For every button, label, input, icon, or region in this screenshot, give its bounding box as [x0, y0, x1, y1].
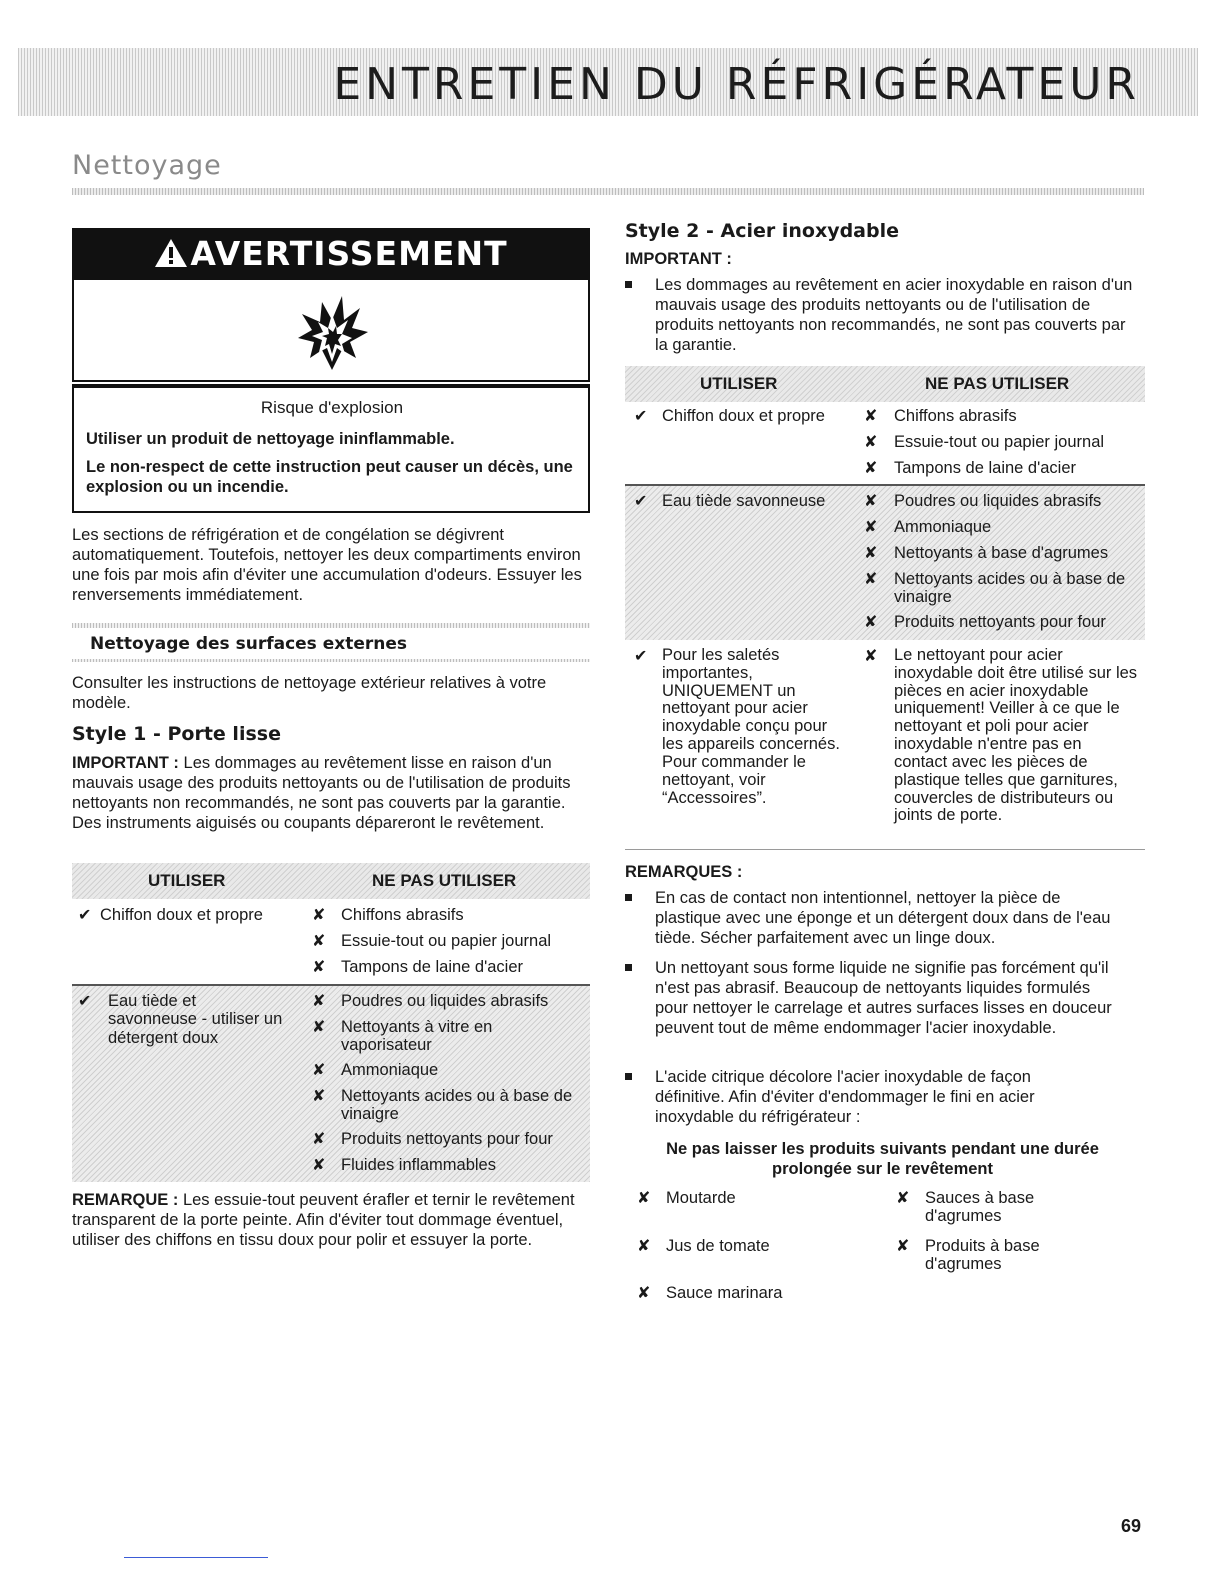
subhead-divider-top	[72, 623, 590, 628]
external-text: Consulter les instructions de nettoyage extérieur relatives à votre modèle.	[72, 674, 547, 713]
style1-dont-3: Tampons de laine d'acier	[341, 958, 524, 976]
style1-dont-1: Chiffons abrasifs	[341, 906, 464, 924]
style1-dont-5: Nettoyants à vitre en vaporisateur	[341, 1018, 493, 1055]
style2-use-3: Pour les saletés importantes, UNIQUEMENT un nettoyant pour acier inoxydable conçu pour les appareils concernés. Pour commander le nettoyant, voir “Accessoires”.	[662, 646, 840, 807]
header-banner	[18, 48, 1198, 116]
style1-dont-7: Nettoyants acides ou à base de vinaigre	[341, 1087, 573, 1124]
avoid-item-2: Sauces à base d'agrumes	[925, 1189, 1035, 1226]
explosion-icon	[292, 292, 372, 372]
warning-box	[72, 228, 590, 513]
remark-3: L'acide citrique décolore l'acier inoxydable de façon définitive. Afin d'éviter d'endommager le fini en acier inoxydable du réfrigérateur :	[655, 1068, 1035, 1127]
style1-important-text: Les dommages au revêtement lisse en raison d'un mauvais usage des produits nettoyants ou de l'utilisation de produits nettoyants non recommandés, ne sont pas couverts par la garantie. Des instruments aiguisés ou coupants dépareront le revêtement.	[72, 754, 571, 833]
cross-icon: ✘	[312, 907, 326, 924]
style1-dont-4: Poudres ou liquides abrasifs	[341, 992, 549, 1010]
style2-dont-4: Poudres ou liquides abrasifs	[894, 492, 1102, 510]
cross-icon: ✘	[864, 434, 878, 451]
cross-icon: ✘	[896, 1238, 910, 1255]
style1-use-2: Eau tiède et savonneuse - utiliser un détergent doux	[108, 992, 283, 1047]
style2-use-1: Chiffon doux et propre	[662, 407, 825, 425]
bullet-icon	[625, 894, 632, 901]
warning-title: Risque d'explosion	[260, 398, 404, 417]
bullet-icon	[625, 1073, 632, 1080]
style1-col-use: UTILISER	[148, 871, 226, 890]
remark-1: En cas de contact non intentionnel, nettoyer la pièce de plastique avec une éponge et un détergent doux dans de l'eau tiède. Sécher parfaitement avec un linge doux.	[655, 889, 1111, 948]
external-heading: Nettoyage des surfaces externes	[90, 634, 407, 654]
cross-icon: ✘	[864, 493, 878, 510]
cross-icon: ✘	[312, 1062, 326, 1079]
style2-table-header	[625, 366, 1145, 402]
remarks-label: REMARQUES :	[625, 863, 743, 881]
check-icon: ✔	[78, 993, 92, 1010]
page-title: ENTRETIEN DU RÉFRIGÉRATEUR	[333, 59, 1140, 110]
style2-important-text: Les dommages au revêtement en acier inoxydable en raison d'un mauvais usage des produits nettoyants ou de l'utilisation de produits nettoyants non recommandés, ne sont pas couverts par la garantie.	[655, 276, 1133, 355]
check-icon: ✔	[78, 907, 92, 924]
style1-note-text: Les essuie-tout peuvent érafler et ternir le revêtement transparent de la porte peinte. Afin d'éviter tout dommage éventuel, utiliser des chiffons en tissu doux pour polir et essuyer la porte.	[72, 1191, 575, 1250]
style2-table-bottom-rule	[625, 849, 1145, 850]
warning-line-1: Utiliser un produit de nettoyage ininflammable.	[86, 429, 455, 448]
warning-label: AVERTISSEMENT	[190, 234, 508, 273]
cross-icon: ✘	[637, 1238, 651, 1255]
avoid-item-5: Sauce marinara	[666, 1284, 783, 1302]
style1-important-label: IMPORTANT :	[72, 754, 179, 772]
style1-dont-8: Produits nettoyants pour four	[341, 1130, 553, 1148]
check-icon: ✔	[634, 408, 648, 425]
warning-header	[72, 228, 590, 280]
cross-icon: ✘	[864, 460, 878, 477]
footer-line	[124, 1557, 268, 1558]
style2-col-use: UTILISER	[700, 374, 778, 393]
avoid-title: Ne pas laisser les produits suivants pendant une durée prolongée sur le revêtement	[666, 1140, 1099, 1179]
cross-icon: ✘	[312, 1019, 326, 1036]
avoid-item-1: Moutarde	[666, 1189, 736, 1207]
cross-icon: ✘	[312, 959, 326, 976]
intro-paragraph: Les sections de réfrigération et de congélation se dégivrent automatiquement. Toutefois, nettoyer les deux compartiments environ une fois par mois afin d'éviter une accumulation d'odeurs. Essuyer les renversements immédiatement.	[72, 526, 582, 605]
style2-important-label: IMPORTANT :	[625, 250, 732, 268]
section-divider	[72, 188, 1144, 195]
style2-dont-5: Ammoniaque	[894, 518, 992, 536]
style2-use-2: Eau tiède savonneuse	[662, 492, 826, 510]
cross-icon: ✘	[864, 408, 878, 425]
cross-icon: ✘	[312, 1131, 326, 1148]
cross-icon: ✘	[896, 1190, 910, 1207]
style1-note-label: REMARQUE :	[72, 1191, 179, 1209]
warning-line-2: Le non-respect de cette instruction peut causer un décès, une explosion ou un incendie.	[86, 457, 573, 496]
cross-icon: ✘	[864, 614, 878, 631]
style1-dont-6: Ammoniaque	[341, 1061, 439, 1079]
cross-icon: ✘	[312, 993, 326, 1010]
check-icon: ✔	[634, 493, 648, 510]
remark-2: Un nettoyant sous forme liquide ne signifie pas forcément qu'il n'est pas abrasif. Beaucoup de nettoyants liquides formulés pour nettoyer le carrelage et autres surfaces lisses en douceur peuvent tout de même endommager l'acier inoxydable.	[655, 959, 1112, 1038]
cross-icon: ✘	[312, 1088, 326, 1105]
warning-icon-box	[72, 280, 590, 382]
bullet-icon	[625, 964, 632, 971]
style1-table-header	[72, 863, 590, 899]
warning-triangle-icon	[154, 238, 188, 268]
cross-icon: ✘	[637, 1190, 651, 1207]
style1-heading: Style 1 - Porte lisse	[72, 723, 281, 745]
style2-dont-9: Le nettoyant pour acier inoxydable doit être utilisé sur les pièces en acier inoxydable uniquement! Veiller à ce que le nettoyant et poli pour acier inoxydable n'entre pas en contact avec les pièces de plastique telles que garnitures, couvercles de distributeurs ou joints de porte.	[894, 646, 1138, 825]
style2-heading: Style 2 - Acier inoxydable	[625, 220, 900, 242]
style2-dont-1: Chiffons abrasifs	[894, 407, 1017, 425]
subhead-divider-bottom	[72, 659, 590, 662]
cross-icon: ✘	[864, 519, 878, 536]
style1-note	[72, 1190, 587, 1250]
style2-col-dont: NE PAS UTILISER	[925, 374, 1070, 393]
style1-col-dont: NE PAS UTILISER	[372, 871, 517, 890]
style1-dont-2: Essuie-tout ou papier journal	[341, 932, 552, 950]
style1-dont-9: Fluides inflammables	[341, 1156, 496, 1174]
style1-use-1: Chiffon doux et propre	[100, 906, 263, 924]
cross-icon: ✘	[312, 1157, 326, 1174]
avoid-item-4: Produits à base d'agrumes	[925, 1237, 1040, 1274]
cross-icon: ✘	[864, 571, 878, 588]
warning-text-box	[72, 384, 590, 513]
check-icon: ✔	[634, 648, 648, 665]
cross-icon: ✘	[864, 545, 878, 562]
page-number: 69	[1121, 1516, 1142, 1536]
style2-dont-8: Produits nettoyants pour four	[894, 613, 1106, 631]
style1-important	[72, 753, 587, 834]
bullet-icon	[625, 281, 632, 288]
cross-icon: ✘	[312, 933, 326, 950]
cross-icon: ✘	[637, 1285, 651, 1302]
style2-dont-6: Nettoyants à base d'agrumes	[894, 544, 1109, 562]
style2-dont-2: Essuie-tout ou papier journal	[894, 433, 1105, 451]
avoid-item-3: Jus de tomate	[666, 1237, 770, 1255]
style2-dont-3: Tampons de laine d'acier	[894, 459, 1077, 477]
section-title: Nettoyage	[72, 150, 222, 181]
cross-icon: ✘	[864, 648, 878, 665]
style2-dont-7: Nettoyants acides ou à base de vinaigre	[894, 570, 1126, 607]
